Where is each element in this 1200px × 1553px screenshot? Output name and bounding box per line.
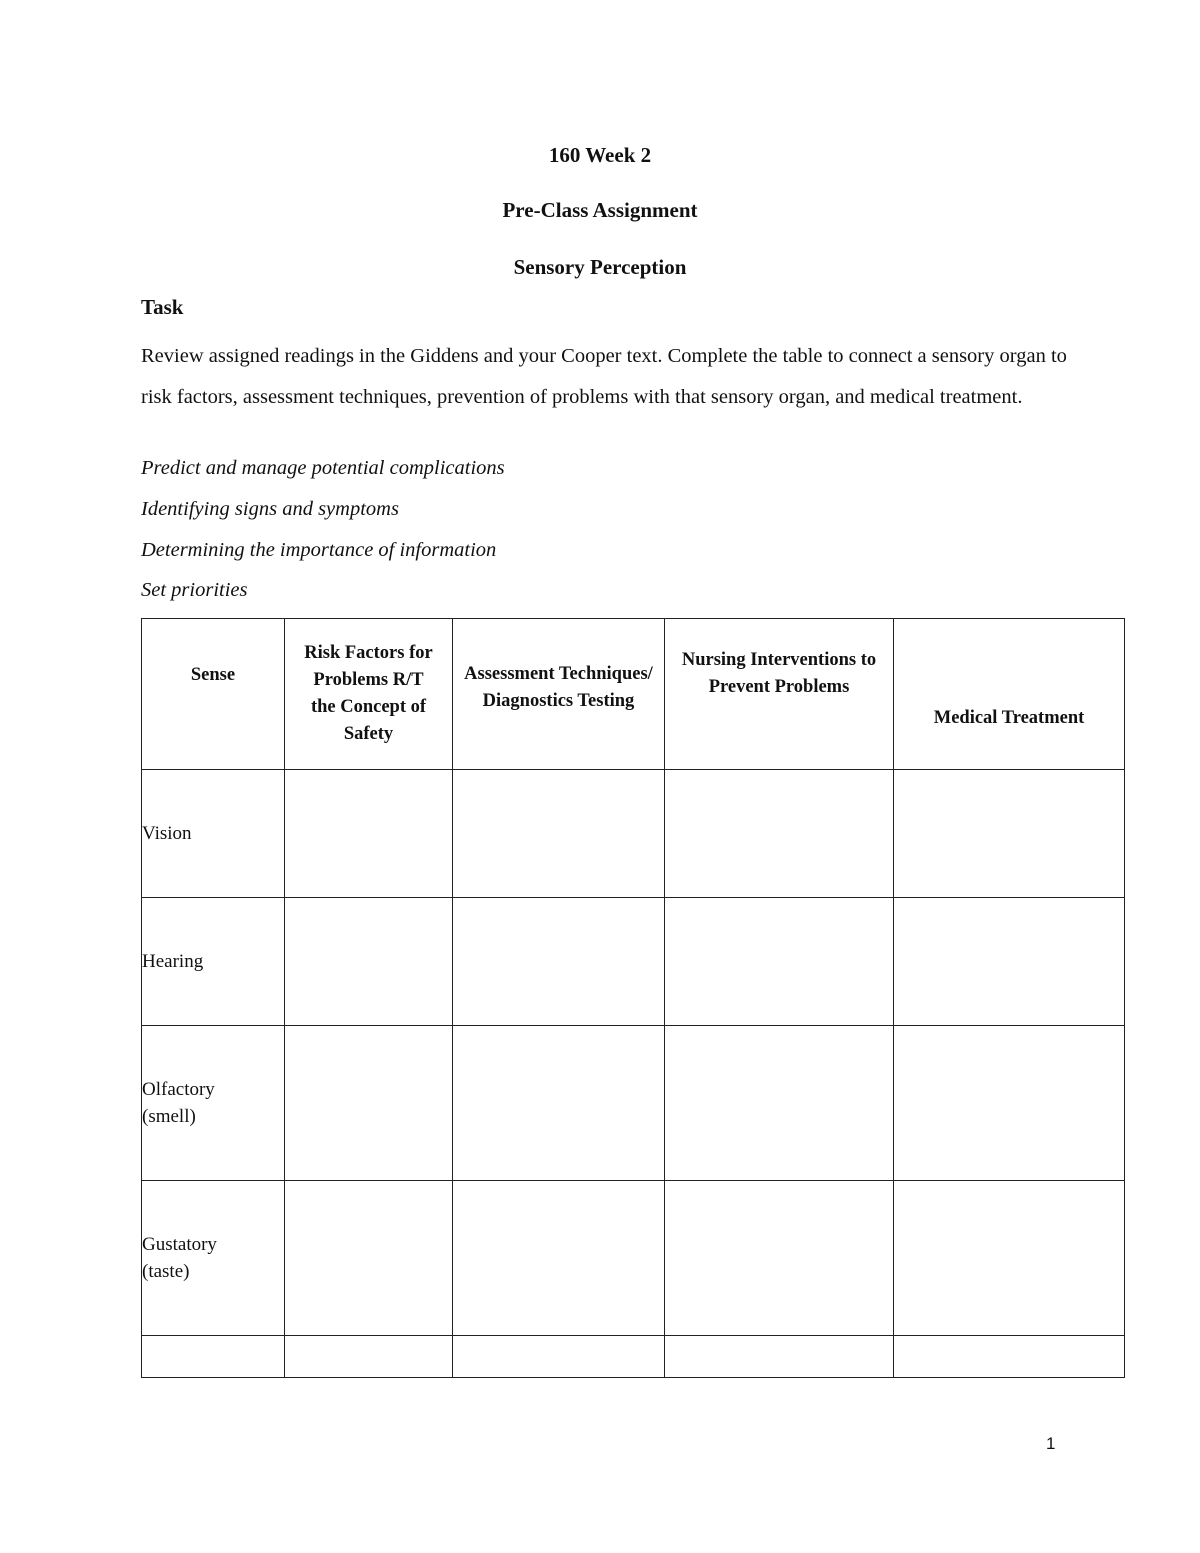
sense-cell: Gustatory (taste): [142, 1181, 285, 1336]
risk-factors-cell[interactable]: [285, 898, 453, 1026]
table-row: [142, 770, 1125, 898]
interventions-cell[interactable]: [665, 770, 894, 898]
column-header-medical-treatment: Medical Treatment: [894, 619, 1125, 770]
risk-factors-cell[interactable]: [285, 1336, 453, 1378]
course-week-title: 160 Week 2: [548, 143, 652, 167]
assessment-cell[interactable]: [453, 1181, 665, 1336]
medical-treatment-cell[interactable]: [894, 770, 1125, 898]
task-instructions: Review assigned readings in the Giddens and your Cooper text. Complete the table to connect a sensory organ to risk factors, assessment techniques, prevention of problems with that sensory organ, and medical treatment.: [141, 345, 1067, 408]
topic-title: Sensory Perception: [513, 255, 687, 279]
column-header-risk-factors: Risk Factors for Problems R/T the Concept of Safety: [285, 619, 453, 770]
risk-factors-cell[interactable]: [285, 1181, 453, 1336]
assessment-cell[interactable]: [453, 770, 665, 898]
task-heading: Task: [141, 295, 184, 319]
sense-cell: Olfactory (smell): [142, 1026, 285, 1181]
column-header-assessment: Assessment Techniques/Diagnostics Testing: [453, 619, 665, 770]
column-header-interventions: Nursing Interventions to Prevent Problems: [665, 619, 894, 770]
assignment-title: Pre-Class Assignment: [502, 198, 698, 222]
table-row: [142, 1026, 1125, 1181]
risk-factors-cell[interactable]: [285, 770, 453, 898]
medical-treatment-cell[interactable]: [894, 1336, 1125, 1378]
medical-treatment-cell[interactable]: [894, 1026, 1125, 1181]
objective-item: Set priorities: [141, 579, 248, 601]
assessment-cell[interactable]: [453, 1336, 665, 1378]
interventions-cell[interactable]: [665, 1181, 894, 1336]
assessment-cell[interactable]: [453, 1026, 665, 1181]
medical-treatment-cell[interactable]: [894, 898, 1125, 1026]
table-row: [142, 1336, 1125, 1378]
medical-treatment-cell[interactable]: [894, 1181, 1125, 1336]
assessment-cell[interactable]: [453, 898, 665, 1026]
table-header-row: [142, 619, 1125, 770]
page-number: 1: [1046, 1434, 1056, 1453]
sense-cell: Vision: [142, 770, 285, 898]
sensory-table: [141, 618, 1125, 1378]
table-row: [142, 898, 1125, 1026]
interventions-cell[interactable]: [665, 1026, 894, 1181]
sense-cell: Hearing: [142, 898, 285, 1026]
sense-cell[interactable]: [142, 1336, 285, 1378]
interventions-cell[interactable]: [665, 1336, 894, 1378]
objective-item: Determining the importance of information: [141, 539, 497, 561]
table-row: [142, 1181, 1125, 1336]
interventions-cell[interactable]: [665, 898, 894, 1026]
objective-item: Identifying signs and symptoms: [141, 498, 399, 520]
risk-factors-cell[interactable]: [285, 1026, 453, 1181]
column-header-sense: Sense: [142, 619, 285, 770]
objective-item: Predict and manage potential complications: [141, 457, 505, 479]
